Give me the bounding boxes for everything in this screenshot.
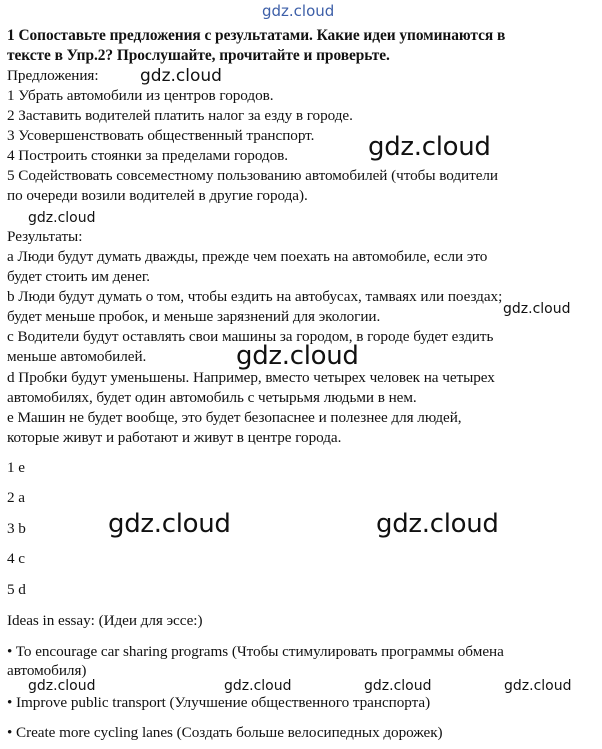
watermark: gdz.cloud bbox=[504, 678, 572, 694]
result-line: автомобилях, будет один автомобиль с четырьмя людьми в нем. bbox=[7, 389, 417, 406]
idea-line: • To encourage car sharing programs (Чтобы стимулировать программы обмена bbox=[7, 643, 504, 660]
sentence-line: 4 Построить стоянки за пределами городов. bbox=[7, 147, 289, 164]
result-line: будет стоить им денег. bbox=[7, 268, 151, 285]
result-line: a Люди будут думать дважды, прежде чем поехать на автомобиле, если это bbox=[7, 248, 488, 265]
watermark: gdz.cloud bbox=[364, 678, 432, 694]
sentence-line: 5 Содействовать совсеместному пользованию автомобилей (чтобы водители bbox=[7, 167, 499, 184]
watermark: gdz.cloud bbox=[236, 341, 359, 371]
result-line: которые живут и работают и живут в центре города. bbox=[7, 429, 342, 446]
watermark: gdz.cloud bbox=[224, 678, 292, 694]
result-line: будет меньше пробок, и меньше зарязнений для экологии. bbox=[7, 308, 381, 325]
answer-item: 3 b bbox=[7, 520, 26, 537]
results-heading: Результаты: bbox=[7, 228, 83, 245]
sentences-heading: Предложения: bbox=[7, 67, 99, 84]
answer-item: 2 а bbox=[7, 489, 25, 506]
idea-line: • Create more cycling lanes (Создать больше велосипедных дорожек) bbox=[7, 724, 443, 741]
watermark: gdz.cloud bbox=[368, 132, 491, 162]
watermark: gdz.cloud bbox=[28, 210, 96, 226]
result-line: b Люди будут думать о том, чтобы ездить на автобусах, тамваях или поездах; bbox=[7, 288, 503, 305]
watermark: gdz.cloud bbox=[28, 678, 96, 694]
task-title-line-1: 1 Сопоставьте предложения с результатами. Какие идеи упоминаются в bbox=[7, 27, 506, 44]
result-line: меньше автомобилей. bbox=[7, 348, 147, 365]
idea-line: • Improve public transport (Улучшение общественного транспорта) bbox=[7, 694, 431, 711]
answer-item: 5 d bbox=[7, 581, 26, 598]
ideas-heading: Ideas in essay: (Идеи для эссе:) bbox=[7, 612, 203, 629]
task-title-line-2: тексте в Упр.2? Прослушайте, прочитайте и проверьте. bbox=[7, 47, 390, 64]
watermark: gdz.cloud bbox=[503, 301, 571, 317]
answer-item: 1 е bbox=[7, 459, 25, 476]
watermark: gdz.cloud bbox=[108, 509, 231, 539]
result-line: d Пробки будут уменьшены. Например, вместо четырех человек на четырех bbox=[7, 369, 495, 386]
sentence-line: 1 Убрать автомобили из центров городов. bbox=[7, 87, 274, 104]
answer-item: 4 с bbox=[7, 550, 25, 567]
sentence-line: 3 Усовершенствовать общественный транспорт. bbox=[7, 127, 315, 144]
watermark-top[interactable]: gdz.cloud bbox=[262, 2, 335, 20]
result-line: е Машин не будет вообще, это будет безопаснее и полезнее для людей, bbox=[7, 409, 462, 426]
watermark: gdz.cloud bbox=[376, 509, 499, 539]
sentence-line: по очереди возили водителей в другие города). bbox=[7, 187, 308, 204]
result-line: с Водители будут оставлять свои машины за городом, в городе будет ездить bbox=[7, 328, 494, 345]
idea-line: автомобиля) bbox=[7, 662, 87, 679]
watermark: gdz.cloud bbox=[140, 66, 222, 86]
sentence-line: 2 Заставить водителей платить налог за езду в городе. bbox=[7, 107, 353, 124]
